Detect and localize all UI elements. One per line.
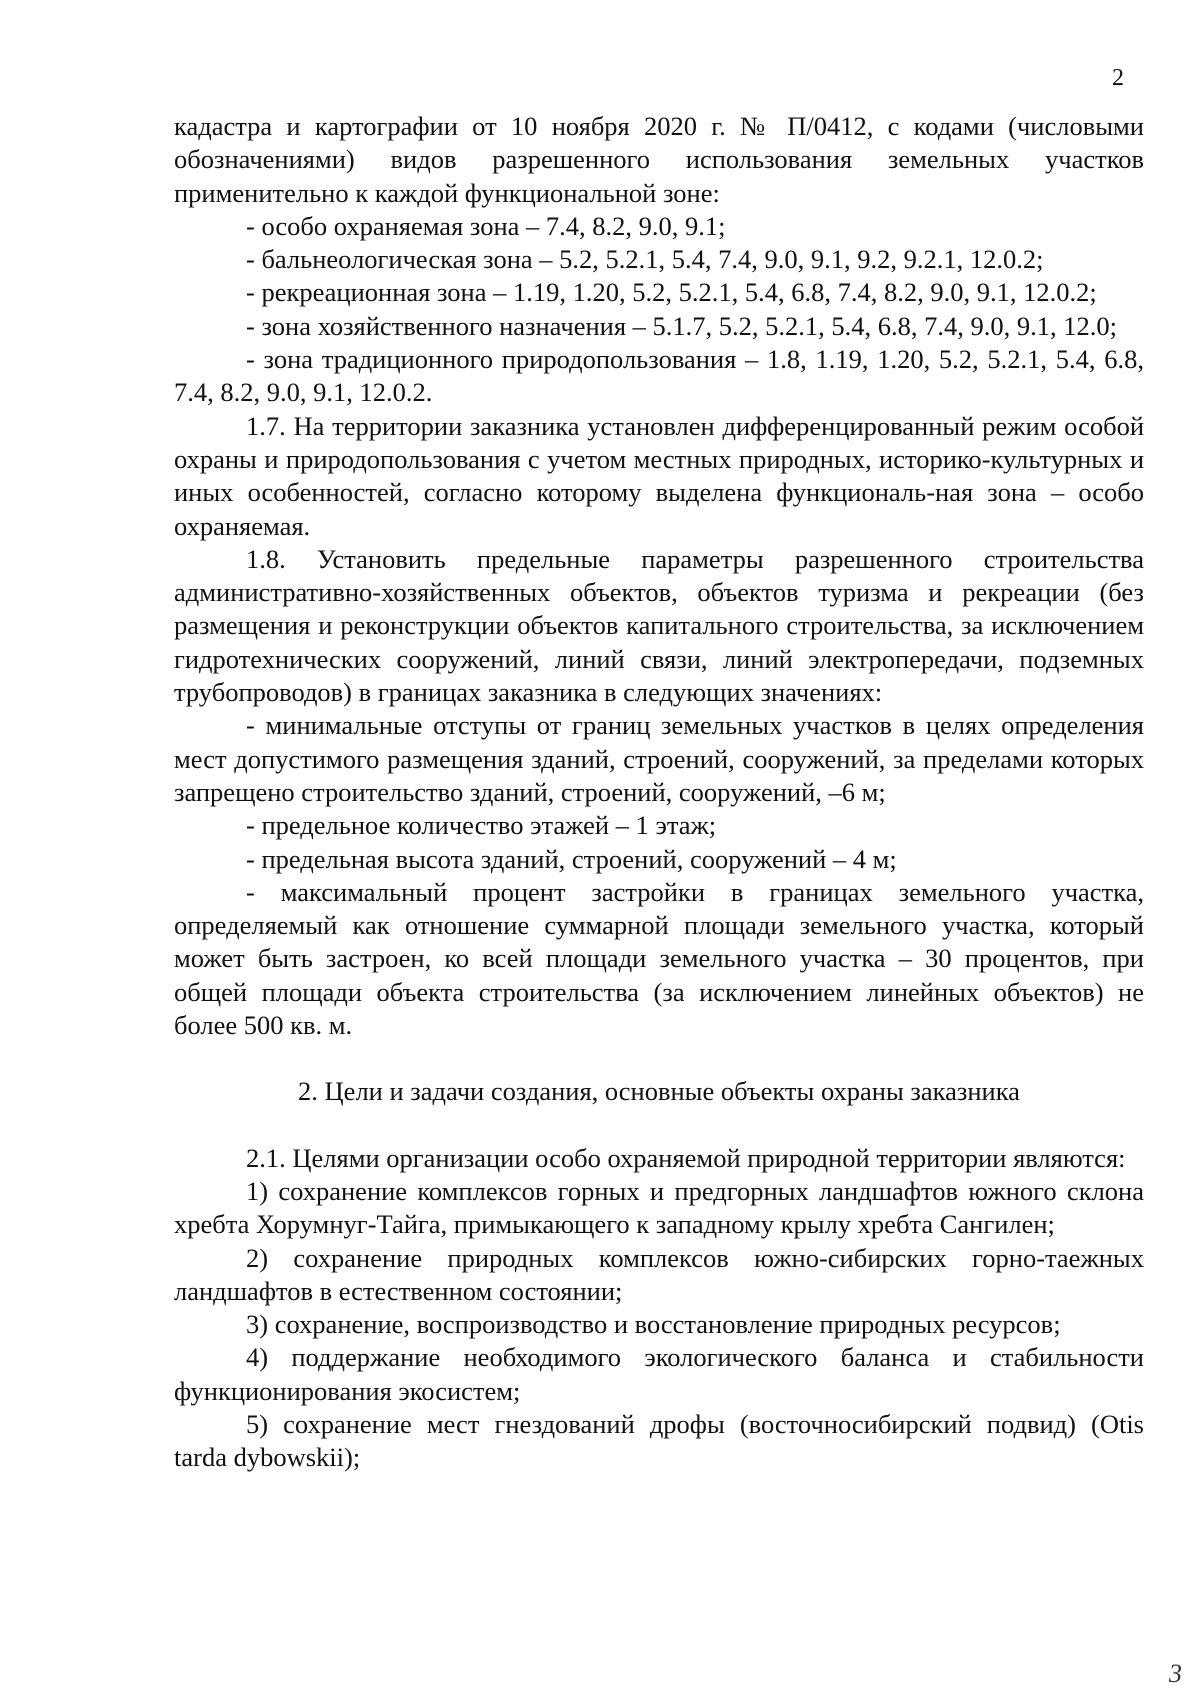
paragraph-1-8: 1.8. Установить предельные параметры разрешенного строительства административно-хозяйственных объектов, объектов туризма и рекреации (без размещения и реконструкции объектов капитального строительства, за исключением гидротехнических сооружений, линий связи, линий электропередачи, подземных трубопроводов) в границах заказника в следующих значениях: bbox=[174, 543, 1144, 708]
zone-item-economic: - зона хозяйственного назначения – 5.1.7, 5.2, 5.2.1, 5.4, 6.8, 7.4, 9.0, 9.1, 12.0; bbox=[246, 310, 1117, 341]
goal-item-1: 1) сохранение комплексов горных и предгорных ландшафтов южного склона хребта Хорумнуг-Тайга, примыкающего к западному крылу хребта Сангилен; bbox=[174, 1175, 1144, 1240]
goal-item-3: 3) сохранение, воспроизводство и восстановление природных ресурсов; bbox=[246, 1309, 1061, 1340]
goal-item-2: 2) сохранение природных комплексов южно-сибирских горно-таежных ландшафтов в естественном состоянии; bbox=[174, 1242, 1144, 1306]
param-item-floors: - предельное количество этажей – 1 этаж; bbox=[246, 810, 717, 841]
paragraph-2-1: 2.1. Целями организации особо охраняемой природной территории являются: bbox=[246, 1142, 1126, 1173]
param-item-coverage: - максимальный процент застройки в границах земельного участка, определяемый как отношение суммарной площади земельного участка, который может быть застроен, ко всей площади земельного участка – 30 процентов, при общей площади объекта строительства (за исключением линейных объектов) не более 500 кв. м. bbox=[174, 876, 1144, 1041]
handwritten-page-mark: 3 bbox=[1169, 1659, 1182, 1688]
document-body bbox=[174, 110, 1144, 1475]
paragraph-1-7: 1.7. На территории заказника установлен дифференцированный режим особой охраны и природопользования с учетом местных природных, историко-культурных и иных особенностей, согласно которому выделена функциональ-ная зона – особо охраняемая. bbox=[174, 410, 1144, 541]
goal-item-4: 4) поддержание необходимого экологического баланса и стабильности функционирования экосистем; bbox=[174, 1342, 1144, 1406]
param-item-setbacks: - минимальные отступы от границ земельных участков в целях определения мест допустимого размещения зданий, строений, сооружений, за пределами которых запрещено строительство зданий, строений, сооружений, –6 м; bbox=[174, 710, 1144, 807]
section-heading: 2. Цели и задачи создания, основные объекты охраны заказника bbox=[298, 1076, 1020, 1107]
param-item-height: - предельная высота зданий, строений, сооружений – 4 м; bbox=[246, 843, 897, 874]
page-number: 2 bbox=[1112, 65, 1124, 91]
zone-item-recreational: - рекреационная зона – 1.19, 1.20, 5.2, 5.2.1, 5.4, 6.8, 7.4, 8.2, 9.0, 9.1, 12.0.2; bbox=[246, 277, 1097, 308]
zone-item-protected: - особо охраняемая зона – 7.4, 8.2, 9.0, 9.1; bbox=[246, 210, 726, 241]
goal-item-5: 5) сохранение мест гнездований дрофы (восточносибирский подвид) (Otis tarda dybowskii); bbox=[174, 1408, 1144, 1473]
zone-item-balneological: - бальнеологическая зона – 5.2, 5.2.1, 5.4, 7.4, 9.0, 9.1, 9.2, 9.2.1, 12.0.2; bbox=[246, 244, 1044, 275]
zone-item-traditional: - зона традиционного природопользования – 1.8, 1.19, 1.20, 5.2, 5.2.1, 5.4, 6.8, 7.4, 8.2, 9.0, 9.1, 12.0.2. bbox=[174, 344, 1144, 408]
paragraph-intro: кадастра и картографии от 10 ноября 2020 г. № П/0412, с кодами (числовыми обозначениями) видов разрешенного использования земельных участков применительно к каждой функциональной зоне: bbox=[174, 111, 1144, 208]
